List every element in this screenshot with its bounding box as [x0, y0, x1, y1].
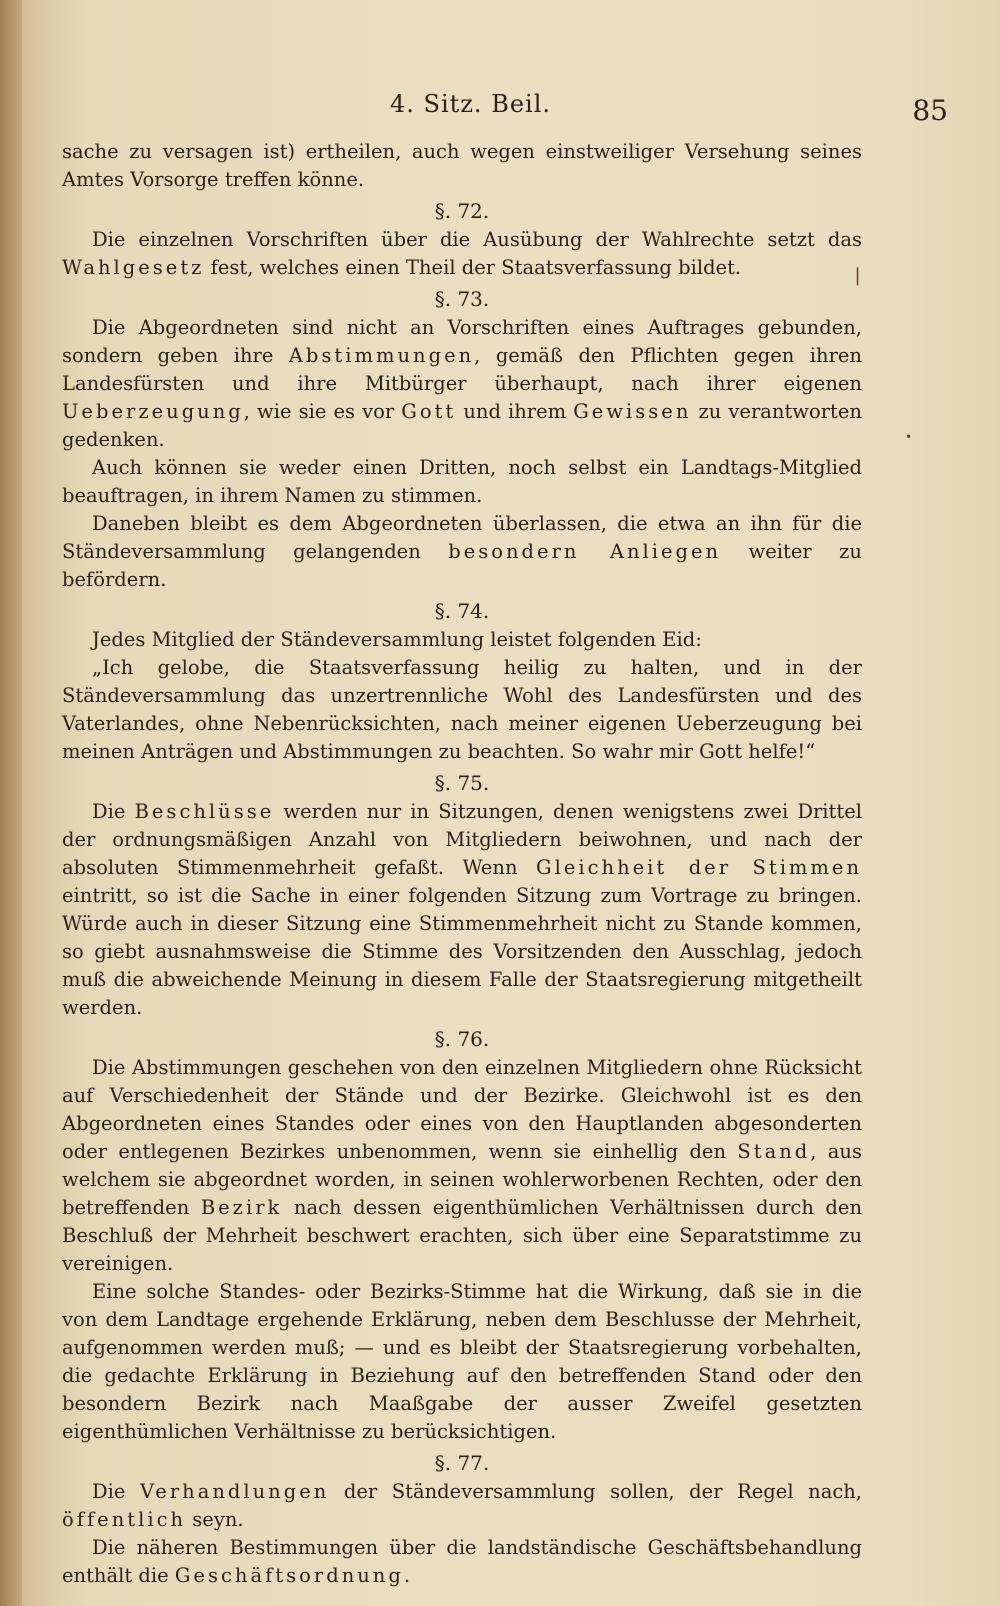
- text-run: werden nur in Sitzungen, denen wenigstens zwei Drittel der ordnungsmäßigen Anzahl von Mitgliedern beiwohnen, und nach der absoluten Stimmenmehrheit gefaßt. Wenn: [62, 800, 862, 879]
- text-run: , wie sie es vor: [243, 400, 402, 423]
- text-run: und ihrem: [456, 400, 574, 423]
- section-heading-75: §. 75.: [434, 771, 490, 795]
- spaced-term: Gleichheit der Stimmen: [536, 856, 863, 879]
- spaced-term: öffentlich: [62, 1508, 187, 1531]
- spaced-term: Abstimmungen: [288, 344, 475, 367]
- text-run: Die einzelnen Vorschriften über die Ausübung der Wahlrechte setzt das: [92, 228, 862, 251]
- section-heading-72: §. 72.: [434, 199, 490, 223]
- text-run: Daneben bleibt es dem Abgeordneten überlassen, die etwa an ihn für die Ständeversammlung gelangenden: [62, 512, 862, 563]
- text-run: , aus welchem sie abgeordnet worden, in seinen wohlerworbenen Rechten, oder den betreffenden: [62, 1140, 862, 1219]
- spaced-term: Beschlüsse: [134, 800, 275, 823]
- spaced-term: Gewissen: [573, 400, 692, 423]
- text-run: Die Abgeordneten sind nicht an Vorschriften eines Auftrages gebunden, sondern geben ihre: [62, 316, 862, 367]
- text-run: zu verantworten gedenken.: [62, 400, 862, 451]
- text-run: eintritt, so ist die Sache in einer folgenden Sitzung zum Vortrage zu bringen. Würde auch in dieser Sitzung eine Stimmenmehrheit nicht zu Stande kommen, so giebt ausnahmsweise die Stimme des Vorsitzenden den Ausschlag, jedoch muß die abweichende Meinung in diesem Falle der Staatsregierung mitgetheilt werden.: [62, 884, 862, 1019]
- oath-paragraph: „Ich gelobe, die Staatsverfassung heilig zu halten, und in der Ständeversammlung das unzertrennliche Wohl des Landesfürsten und des Vaterlandes, ohne Nebenrücksichten, nach meiner eigenen Ueberzeugung bei meinen Anträgen und Abstimmungen zu beachten. So wahr mir Gott helfe!“: [62, 656, 862, 763]
- spaced-term: Stand: [737, 1140, 811, 1163]
- running-head: 4. Sitz. Beil.: [390, 90, 552, 118]
- spaced-term: Ueberzeugung: [62, 400, 244, 423]
- text-run: Die: [92, 800, 135, 823]
- paragraph-72: [62, 226, 862, 282]
- paragraph-77-a: [62, 1478, 862, 1534]
- binding-gutter: [0, 0, 22, 1606]
- page-body: [62, 138, 862, 1590]
- paragraph-76-a: [62, 1054, 862, 1278]
- margin-dot: •: [905, 430, 913, 444]
- section-heading-73: §. 73.: [434, 287, 490, 311]
- text-run: , gemäß den Pflichten gegen ihren Landesfürsten und ihre Mitbürger überhaupt, nach ihrer eigenen: [62, 344, 862, 395]
- text-run: Die: [92, 1480, 140, 1503]
- text-run: nach dessen eigenthümlichen Verhältnissen durch den Beschluß der Mehrheit beschwert erachten, sich über eine Separatstimme zu vereinigen.: [62, 1196, 863, 1275]
- text-run: Die näheren Bestimmungen über die landständische Geschäftsbehandlung enthält die: [62, 1536, 862, 1587]
- section-heading-74: §. 74.: [434, 599, 490, 623]
- text-run: .: [403, 1564, 411, 1587]
- section-heading-76: §. 76.: [434, 1027, 490, 1051]
- text-run: weiter zu befördern.: [62, 540, 862, 591]
- page-header: [60, 90, 948, 130]
- paragraph-73-a: [62, 314, 862, 454]
- spaced-term: Geschäftsordnung: [174, 1564, 404, 1587]
- text-run: seyn.: [186, 1508, 244, 1531]
- paragraph-77-b: [62, 1534, 862, 1590]
- paragraph-74: Jedes Mitglied der Ständeversammlung leistet folgenden Eid:: [92, 628, 702, 651]
- continuation-paragraph: [62, 138, 862, 194]
- paragraph-73-c: [62, 510, 862, 594]
- paragraph-76-b: Eine solche Standes- oder Bezirks-Stimme hat die Wirkung, daß sie in die von dem Landtage ergehende Erklärung, neben dem Beschlusse der Mehrheit, aufgenommen werden muß; — und es bleibt der Staatsregierung vorbehalten, die gedachte Erklärung in Beziehung auf den betreffenden Stand oder den besondern Bezirk nach Maaßgabe der ausser Zweifel gesetzten eigenthümlichen Verhältnisse zu berücksichtigen.: [62, 1280, 862, 1443]
- spaced-term: Wahlgesetz: [62, 256, 205, 279]
- text-run: sache zu versagen ist) ertheilen, auch wegen einstweiliger Versehung seines Amtes Vorsorge: [62, 140, 862, 191]
- text-run: der Ständeversammlung sollen, der Regel nach,: [329, 1480, 862, 1503]
- spaced-term: Gott: [401, 400, 457, 423]
- text-run: Die Abstimmungen geschehen von den einzelnen Mitgliedern ohne Rücksicht auf Verschiedenheit der Stände und der Bezirke. Gleichwohl ist es den Abgeordneten eines Standes oder eines von den Hauptlanden abgesonderten oder entlegenen Bezirkes unbenommen, wenn sie einhellig den: [62, 1056, 862, 1163]
- text-run: fest, welches einen Theil der Staatsverfassung bildet.: [204, 256, 742, 279]
- spaced-term: besondern Anliegen: [448, 540, 722, 563]
- spaced-term: Verhandlungen: [139, 1480, 330, 1503]
- text-run: treffen könne.: [224, 168, 365, 191]
- page-number: 85: [912, 94, 948, 127]
- spaced-term: Bezirk: [200, 1196, 283, 1219]
- paragraph-75: [62, 798, 862, 1022]
- section-heading-77: §. 77.: [434, 1451, 490, 1475]
- paragraph-73-b: Auch können sie weder einen Dritten, noch selbst ein Landtags-Mitglied beauftragen, in ihrem Namen zu stimmen.: [62, 456, 862, 507]
- margin-mark: ❘: [850, 265, 866, 286]
